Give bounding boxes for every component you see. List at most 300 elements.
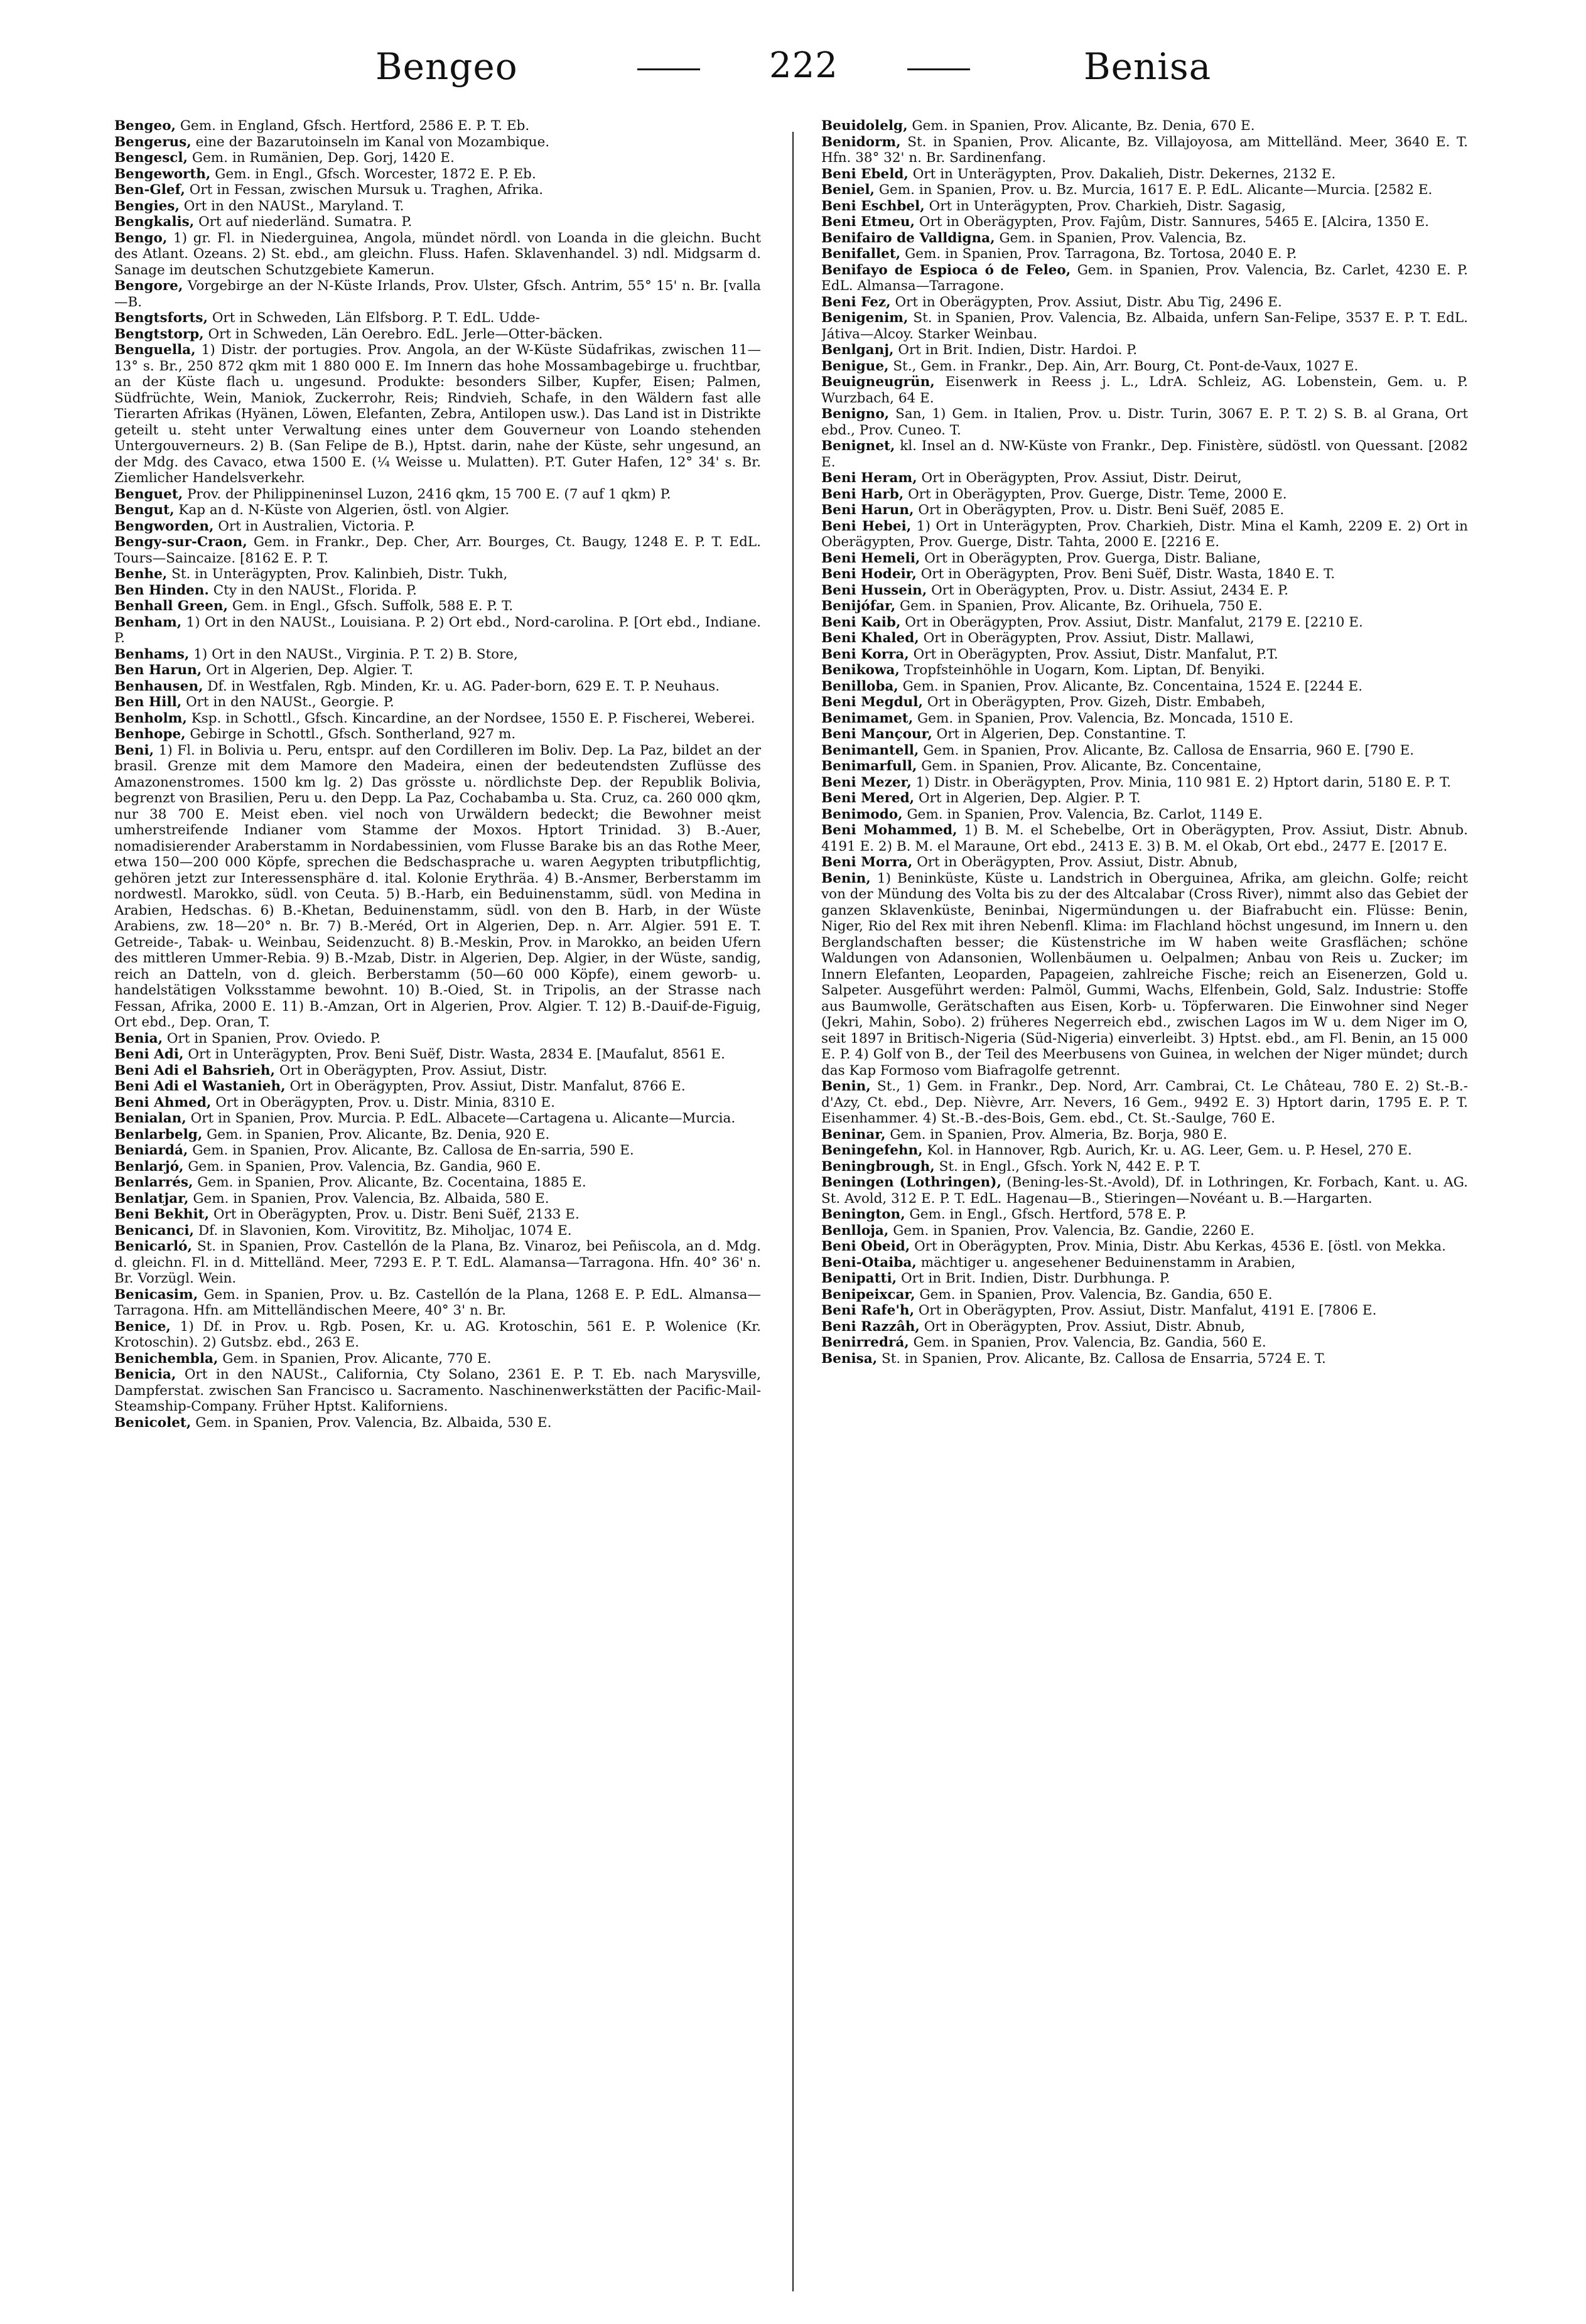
- entry-headword: Benijófar,: [821, 598, 896, 614]
- entry-headword: Bengeo,: [114, 118, 176, 134]
- entry-headword: Benipatti,: [821, 1271, 897, 1286]
- entry-text: St. in Spanien, Prov. Alicante, Bz. Villajoyosa, am Mittelländ. Meer, 3640 E. T. Hfn. 38° 32' n. Br. Sardinenfang.: [821, 134, 1468, 166]
- entry-text: Ort in Oberägypten, Prov. Assiut, Distr. Deirut,: [921, 470, 1242, 486]
- entry-headword: Bengescl,: [114, 150, 188, 166]
- gazetteer-entry: [821, 694, 1468, 711]
- entry-text: Gem. in Spanien, Prov. Alicante, Bz. Denia, 670 E.: [912, 118, 1255, 134]
- entry-headword: Benhall Green,: [114, 598, 229, 614]
- entry-text: Ort in Oberägypten, Prov. Fajûm, Distr. Sannures, 5465 E. [Alcira, 1350 E.: [919, 214, 1429, 230]
- gazetteer-entry: [821, 1223, 1468, 1239]
- entry-text: Gem. in Spanien, Prov. Alicante, Bz. Denia, 920 E.: [207, 1126, 550, 1143]
- entry-text: 1) Beninküste, Küste u. Landstrich in Oberguinea, Afrika, am gleichn. Golfe; reicht von der Mündung des Volta bis zu der des Altcalabar (Cross River), nimmt also das Gebiet der ganzen Sklavenküste, Beninbai, Nigermündungen u. der Biafrabucht ein. Flüsse: Benin, Niger, Rio del Rex mit ihren Nebenfl. Klima: im Flachland höchst ungesund, im Innern u. den Berglandschaften besser; die Küstenstriche im W haben weite Grasflächen; schöne Waldungen von Adansonien, Wollenbäumen u. Oelpalmen; Anbau von Reis u. Zucker; im Innern Elefanten, Leoparden, Papageien, zahlreiche Fische; reich an Eisenerzen, Gold u. Salpeter. Ausgeführt werden: Palmöl, Gummi, Wachs, Elfenbein, Gold, Salz. Industrie: Stoffe aus Baumwolle, Gerätschaften aus Eisen, Korb- u. Töpferwaren. Die Einwohner sind Neger (Jekri, Mahin, Sobo). 2) früheres Negerreich ebd., zwischen Lagos im W u. dem Niger im O, seit 1897 in Britisch-Nigeria (Süd-Nigeria) einverleibt. 3) Hptst. ebd., am Fl. Benin, an 15 000 E. P. 4) Golf von B., der Teil des Meerbusens von Guinea, in welchen der Niger mündet; durch das Kap Formoso vom Biafragolfe getrennt.: [821, 870, 1468, 1079]
- entry-headword: Ben Harun,: [114, 662, 202, 678]
- gazetteer-entry: [821, 374, 1468, 406]
- gazetteer-entry: [821, 598, 1468, 615]
- entry-text: Kap an d. N-Küste von Algerien, östl. von Algier.: [178, 502, 510, 518]
- entry-text: Ort in Oberägypten, Prov. Gizeh, Distr. Embabeh,: [927, 694, 1266, 710]
- gazetteer-entry: [114, 1175, 761, 1191]
- right-column: [821, 118, 1468, 2303]
- header-right-catchword: Benisa: [1084, 45, 1212, 88]
- entry-text: Ort in Oberägypten, Prov. u. Distr. Beni Suëf, 2085 E.: [918, 502, 1285, 518]
- entry-headword: Beningbrough,: [821, 1158, 935, 1175]
- gazetteer-entry: [821, 1239, 1468, 1255]
- entry-text: Ort in Oberägypten, Prov. Guerge, Distr. Teme, 2000 E.: [908, 486, 1287, 502]
- entry-headword: Beuidolelg,: [821, 118, 908, 134]
- gazetteer-entry: [114, 726, 761, 743]
- gazetteer-entry: [114, 278, 761, 310]
- entry-text: Gem. in Spanien, Prov. Alicante, Bz. Orihuela, 750 E.: [900, 598, 1263, 614]
- entry-text: Ort in den NAUSt., Maryland. T.: [183, 198, 404, 214]
- entry-headword: Beni Ahmed,: [114, 1094, 212, 1111]
- header-left-catchword: Bengeo: [375, 45, 518, 88]
- entry-text: 1) Distr. der portugies. Prov. Angola, an der W-Küste Südafrikas, zwischen 11—13° s. Br., 250 872 qkm mit 1 880 000 E. Im Innern das hohe Mossambagebirge u. fruchtbar, an der Küste flach u. ungesund. Produkte: besonders Silber, Kupfer, Eisen; Palmen, Südfrüchte, Wein, Maniok, Zuckerrohr, Reis; Rindvieh, Schafe, in den Wäldern fast alle Tierarten Afrikas (Hyänen, Löwen, Elefanten, Zebra, Antilopen usw.). Das Land ist in Distrikte geteilt u. steht unter Verwaltung eines unter dem Gouverneur von Loando stehenden Untergouverneurs. 2) B. (San Felipe de B.), Hptst. darin, nahe der Küste, sehr ungesund, an der Mdg. des Cavaco, etwa 1500 E. (¼ Weisse u. Mulatten). P.T. Guter Hafen, 12° 34' s. Br. Ziemlicher Handelsverkehr.: [114, 342, 761, 486]
- gazetteer-entry: [114, 182, 761, 198]
- entry-text: Ort in Oberägypten, Prov. Minia, Distr. Abu Kerkas, 4536 E. [östl. von Mekka.: [914, 1239, 1446, 1254]
- entry-headword: Benichembla,: [114, 1350, 218, 1367]
- gazetteer-entry: [114, 647, 761, 663]
- entry-headword: Benicolet,: [114, 1414, 192, 1431]
- entry-headword: Benigno,: [821, 406, 890, 422]
- gazetteer-entry: [821, 775, 1468, 791]
- gazetteer-entry: [821, 358, 1468, 375]
- gazetteer-entry: [114, 1319, 761, 1351]
- entry-headword: Beningefehn,: [821, 1143, 923, 1158]
- gazetteer-entry: [821, 1351, 1468, 1367]
- gazetteer-entry: [821, 1271, 1468, 1287]
- gazetteer-entry: [114, 615, 761, 647]
- entry-headword: Benilloba,: [821, 678, 898, 694]
- entry-headword: Beni Hebei,: [821, 518, 912, 534]
- running-header: [0, 39, 1586, 108]
- entry-headword: Benlarjó,: [114, 1158, 184, 1175]
- entry-text: Gem. in Spanien, Prov. Alicante, Bz. Concentaine,: [921, 758, 1262, 774]
- gazetteer-entry: [114, 1046, 761, 1063]
- entry-headword: Benifallet,: [821, 246, 901, 262]
- gazetteer-entry: [821, 871, 1468, 1079]
- entry-text: Gem. in Spanien, Prov. Valencia, Bz. Carlot, 1149 E.: [907, 806, 1263, 822]
- gazetteer-entry: [114, 519, 761, 535]
- entry-headword: Beni Eschbel,: [821, 198, 925, 214]
- entry-headword: Benlarbelg,: [114, 1126, 203, 1143]
- entry-text: (Bening-les-St.-Avold), Df. in Lothringen, Kr. Forbach, Kant. u. AG. St. Avold, 312 E. P. T. EdL. Hagenau—B., Stieringen—Novéant u. B.—Hargarten.: [821, 1175, 1468, 1207]
- gazetteer-entry: [114, 502, 761, 519]
- gazetteer-entry: [114, 694, 761, 711]
- gazetteer-entry: [821, 615, 1468, 631]
- gazetteer-entry: [114, 1111, 761, 1127]
- gazetteer-entry: [114, 342, 761, 487]
- gazetteer-entry: [821, 551, 1468, 567]
- gazetteer-entry: [821, 1287, 1468, 1303]
- entry-text: Ksp. in Schottl., Gfsch. Kincardine, an der Nordsee, 1550 E. P. Fischerei, Weberei.: [191, 710, 755, 726]
- entry-headword: Beni Mohammed,: [821, 822, 958, 838]
- gazetteer-entry: [821, 262, 1468, 294]
- entry-headword: Beni Hussein,: [821, 582, 927, 598]
- entry-text: Ort in Unterägypten, Prov. Charkieh, Distr. Sagasig,: [929, 198, 1286, 214]
- entry-headword: Benigenim,: [821, 310, 909, 326]
- entry-text: Gem. in Spanien, Prov. u. Bz. Castellón de la Plana, 1268 E. P. EdL. Almansa—Tarragona. Hfn. am Mittelländischen Meere, 40° 3' n. Br.: [114, 1286, 761, 1318]
- gazetteer-entry: [821, 1079, 1468, 1127]
- entry-text: St. in Spanien, Prov. Alicante, Bz. Callosa de Ensarria, 5724 E. T.: [882, 1350, 1326, 1367]
- entry-text: St., Gem. in Frankr., Dep. Ain, Arr. Bourg, Ct. Pont-de-Vaux, 1027 E.: [893, 358, 1359, 374]
- entry-text: Gem. in Spanien, Prov. Valencia, Bz. Gandie, 2260 E.: [893, 1222, 1254, 1239]
- gazetteer-entry: [114, 166, 761, 183]
- gazetteer-entry: [821, 726, 1468, 743]
- gazetteer-entry: [821, 1159, 1468, 1175]
- entry-headword: Beni Bekhit,: [114, 1207, 210, 1222]
- entry-headword: Beni Heram,: [821, 470, 917, 486]
- entry-headword: Benhe,: [114, 566, 168, 582]
- entry-headword: Beni Harun,: [821, 502, 914, 518]
- entry-headword: Ben-Glef,: [114, 182, 185, 198]
- gazetteer-entry: [821, 1335, 1468, 1351]
- gazetteer-entry: [114, 1223, 761, 1239]
- entry-text: Gem. in Spanien, Prov. Valencia, Bz. Moncada, 1510 E.: [917, 710, 1293, 726]
- gazetteer-entry: [821, 342, 1468, 358]
- gazetteer-entry: [114, 583, 761, 599]
- entry-headword: Benicanci,: [114, 1222, 195, 1239]
- entry-text: Vorgebirge an der N-Küste Irlands, Prov. Ulster, Gfsch. Antrim, 55° 15' n. Br. [valla—B.: [114, 278, 761, 310]
- entry-text: Ort in Oberägypten, Prov. Assiut, Distr. Mallawi,: [923, 630, 1254, 646]
- entry-text: Ort in Oberägypten, Prov. Assiut, Distr. Abnub,: [917, 854, 1238, 870]
- entry-headword: Beni Adi,: [114, 1046, 184, 1062]
- entry-text: Gebirge in Schottl., Gfsch. Sontherland, 927 m.: [190, 726, 516, 742]
- gazetteer-entry: [821, 807, 1468, 823]
- entry-headword: Beni Megdul,: [821, 694, 923, 710]
- entry-headword: Benicia,: [114, 1367, 176, 1382]
- entry-headword: Beninar,: [821, 1126, 886, 1143]
- gazetteer-entry: [821, 310, 1468, 342]
- entry-text: San, 1) Gem. in Italien, Prov. u. Distr. Turin, 3067 E. P. T. 2) S. B. al Grana, Ort ebd., Prov. Cuneo. T.: [821, 406, 1468, 438]
- entry-headword: Bengerus,: [114, 134, 192, 150]
- entry-headword: Beni Harb,: [821, 486, 904, 502]
- gazetteer-entry: [114, 1415, 761, 1431]
- entry-headword: Beni Mered,: [821, 790, 915, 806]
- page-number: 222: [722, 45, 885, 86]
- entry-headword: Ben Hill,: [114, 694, 182, 710]
- entry-headword: Beni Obeid,: [821, 1239, 910, 1254]
- entry-text: 1) gr. Fl. in Niederguinea, Angola, mündet nördl. von Loanda in die gleichn. Bucht des Atlant. Ozeans. 2) St. ebd., am gleichn. Fluss. Hafen. Sklavenhandel. 3) ndl. Midgsarm d. Sanage im deutschen Schutzgebiete Kamerun.: [114, 230, 761, 278]
- entry-headword: Benifairo de Valldigna,: [821, 230, 995, 246]
- entry-text: Ort in den NAUSt., California, Cty Solano, 2361 E. P. T. Eb. nach Marysville, Dampferstat. zwischen San Francisco u. Sacramento. Naschinenwerkstätten der Pacific-Mail-Steamship-Company. Früher Hptst. Kaliforniens.: [114, 1367, 761, 1414]
- gazetteer-entry: [821, 230, 1468, 247]
- gazetteer-entry: [821, 583, 1468, 599]
- entry-headword: Bengtsforts,: [114, 310, 208, 326]
- entry-text: Ort in Oberägypten, Prov. Assiut, Distr. Manfalut, 2179 E. [2210 E.: [905, 614, 1363, 630]
- gazetteer-entry: [821, 790, 1468, 807]
- gazetteer-entry: [821, 1255, 1468, 1271]
- entry-text: Gem. in Spanien, Prov. Alicante, Bz. Callosa de En-sarria, 590 E.: [192, 1143, 634, 1158]
- gazetteer-entry: [821, 487, 1468, 503]
- entry-headword: Bengeworth,: [114, 166, 211, 182]
- gazetteer-entry: [114, 1143, 761, 1159]
- entry-text: Ort in Australien, Victoria. P.: [218, 518, 415, 534]
- gazetteer-entry: [114, 134, 761, 151]
- entry-text: Ort in den NAUSt., Georgie. P.: [186, 694, 394, 710]
- gazetteer-entry: [821, 758, 1468, 775]
- entry-text: Ort in Oberägypten, Prov. Assiut, Distr. Abnub,: [924, 1318, 1245, 1335]
- entry-text: Prov. der Philippineninsel Luzon, 2416 qkm, 15 700 E. (7 auf 1 qkm) P.: [187, 486, 671, 502]
- entry-headword: Benin,: [821, 870, 871, 886]
- entry-text: St. in Spanien, Prov. Valencia, Bz. Albaida, unfern San-Felipe, 3537 E. P. T. EdL. Játiva—Alcoy. Starker Weinbau.: [821, 310, 1468, 342]
- entry-headword: Benington,: [821, 1207, 905, 1222]
- entry-text: Ort in Algerien, Dep. Algier. P. T.: [918, 790, 1141, 806]
- entry-headword: Bengies,: [114, 198, 180, 214]
- entry-headword: Beni Hodeir,: [821, 566, 917, 582]
- entry-text: Df. in Slavonien, Kom. Virovititz, Bz. Miholjac, 1074 E.: [198, 1222, 572, 1239]
- gazetteer-entry: [114, 711, 761, 727]
- entry-text: mächtiger u. angesehener Beduinenstamm in Arabien,: [920, 1254, 1296, 1271]
- entry-text: Ort in Algerien, Dep. Constantine. T.: [936, 726, 1187, 742]
- gazetteer-entry: [114, 230, 761, 279]
- entry-text: Ort in Brit. Indien, Distr. Hardoi. P.: [898, 342, 1138, 358]
- entry-headword: Benlganj,: [821, 342, 894, 358]
- gazetteer-entry: [114, 1079, 761, 1095]
- entry-headword: Benin,: [821, 1079, 871, 1094]
- entry-text: St. in Spanien, Prov. Castellón de la Plana, Bz. Vinaroz, bei Peñiscola, an d. Mdg. d. gleichn. Fl. in d. Mittelländ. Meer, 7293 E. P. T. EdL. Alamansa—Tarragona. Hfn. 40° 36' n. Br. Vorzügl. Wein.: [114, 1239, 761, 1286]
- gazetteer-entry: [114, 1207, 761, 1223]
- entry-headword: Beni Ebeld,: [821, 166, 909, 182]
- entry-headword: Beni Hemeli,: [821, 550, 920, 566]
- entry-headword: Bengore,: [114, 278, 183, 294]
- gazetteer-entry: [114, 1159, 761, 1175]
- entry-headword: Benidorm,: [821, 134, 901, 150]
- entry-text: Kol. in Hannover, Rgb. Aurich, Kr. u. AG. Leer, Gem. u. P. Hesel, 270 E.: [927, 1143, 1412, 1158]
- gazetteer-entry: [821, 1319, 1468, 1335]
- entry-text: Ort in Algerien, Dep. Algier. T.: [206, 662, 414, 678]
- gazetteer-entry: [821, 743, 1468, 759]
- entry-text: Ort in Schweden, Län Elfsborg. P. T. EdL. Udde-: [212, 310, 540, 326]
- entry-text: kl. Insel an d. NW-Küste von Frankr., Dep. Finistère, südöstl. von Quessant. [2082 E.: [821, 438, 1468, 470]
- entry-text: Gem. in Spanien, Prov. Alicante, Bz. Concentaina, 1524 E. [2244 E.: [902, 678, 1363, 694]
- entry-text: Gem. in Rumänien, Dep. Gorj, 1420 E.: [192, 150, 455, 166]
- entry-headword: Benlatjar,: [114, 1190, 189, 1207]
- entry-text: Gem. in Spanien, Prov. Valencia, Bz. Gandia, 650 E.: [919, 1286, 1273, 1303]
- entry-headword: Beni Razzâh,: [821, 1318, 920, 1335]
- gazetteer-entry: [821, 1127, 1468, 1143]
- entry-headword: Beni Rafe'h,: [821, 1303, 915, 1318]
- entry-headword: Benignet,: [821, 438, 895, 454]
- entry-headword: Benham,: [114, 614, 182, 630]
- entry-headword: Beni Korra,: [821, 646, 909, 662]
- column-divider: [792, 132, 794, 2291]
- entry-headword: Benhausen,: [114, 678, 203, 694]
- entry-text: Ort auf niederländ. Sumatra. P.: [198, 214, 413, 230]
- entry-text: Tropfsteinhöhle in Uogarn, Kom. Liptan, Df. Benyiki.: [904, 662, 1265, 678]
- gazetteer-entry: [821, 711, 1468, 727]
- entry-headword: Benguet,: [114, 486, 183, 502]
- gazetteer-entry: [821, 438, 1468, 470]
- entry-text: St. in Unterägypten, Prov. Kalinbieh, Distr. Tukh,: [171, 566, 508, 582]
- entry-headword: Beni Mançour,: [821, 726, 932, 742]
- entry-text: Ort in Schweden, Län Oerebro. EdL. Jerle—Otter-bäcken.: [208, 326, 603, 342]
- gazetteer-entry: [114, 198, 761, 215]
- gazetteer-entry: [114, 743, 761, 1031]
- gazetteer-entry: [821, 198, 1468, 215]
- entry-headword: Beni Khaled,: [821, 630, 919, 646]
- entry-text: Ort in Oberägypten, Prov. Assiut, Distr. Manfalut, 8766 E.: [289, 1079, 686, 1094]
- gazetteer-entry: [114, 566, 761, 583]
- entry-text: Ort in Spanien, Prov. Murcia. P. EdL. Albacete—Cartagena u. Alicante—Murcia.: [190, 1111, 736, 1126]
- entry-text: St., 1) Gem. in Frankr., Dep. Nord, Arr. Cambrai, Ct. Le Château, 780 E. 2) St.-B.-d'Azy, Ct. ebd., Dep. Nièvre, Arr. Nevers, 16 Gem., 9492 E. 3) Hptort darin, 1795 E. P. T. Eisenhammer. 4) St.-B.-des-Bois, Gem. ebd., Ct. St.-Saulge, 760 E.: [821, 1079, 1468, 1126]
- gazetteer-entry: [114, 326, 761, 343]
- entry-text: Gem. in Frankr., Dep. Cher, Arr. Bourges, Ct. Baugy, 1248 E. P. T. EdL. Tours—Saincaize. [8162 E. P. T.: [114, 534, 761, 566]
- gazetteer-entry: [821, 679, 1468, 695]
- entry-text: Ort in Unterägypten, Prov. Dakalieh, Distr. Dekernes, 2132 E.: [912, 166, 1336, 182]
- entry-text: Gem. in Spanien, Prov. Valencia, Bz. Carlet, 4230 E. P. EdL. Almansa—Tarragone.: [821, 262, 1468, 294]
- gazetteer-entry: [821, 854, 1468, 871]
- entry-headword: Benimamet,: [821, 710, 914, 726]
- entry-text: Gem. in Spanien, Prov. Valencia, Bz. Gandia, 960 E.: [188, 1158, 541, 1175]
- entry-headword: Benialan,: [114, 1111, 186, 1126]
- gazetteer-entry: [114, 534, 761, 566]
- gazetteer-entry: [114, 1287, 761, 1319]
- entry-headword: Beni Etmeu,: [821, 214, 915, 230]
- entry-headword: Beni Mezer,: [821, 774, 912, 790]
- gazetteer-entry: [821, 406, 1468, 438]
- entry-text: Gem. in Spanien, Prov. Alicante, 770 E.: [222, 1350, 492, 1367]
- entry-text: 1) Ort in Unterägypten, Prov. Charkieh, Distr. Mina el Kamh, 2209 E. 2) Ort in Oberägypten, Prov. Guerge, Distr. Tahta, 2000 E. [2216 E.: [821, 518, 1468, 550]
- gazetteer-entry: [821, 519, 1468, 551]
- entry-headword: Benikowa,: [821, 662, 900, 678]
- gazetteer-entry: [114, 1239, 761, 1287]
- entry-headword: Benice,: [114, 1318, 171, 1335]
- gazetteer-entry: [114, 1367, 761, 1415]
- entry-headword: Bengut,: [114, 502, 175, 518]
- gazetteer-entry: [114, 662, 761, 679]
- entry-headword: Beni Adi el Bahsrieh,: [114, 1062, 275, 1079]
- entry-headword: Beni-Otaiba,: [821, 1254, 917, 1271]
- gazetteer-entry: [114, 487, 761, 503]
- gazetteer-entry: [821, 134, 1468, 166]
- entry-headword: Bengkalis,: [114, 214, 195, 230]
- gazetteer-entry: [114, 1063, 761, 1079]
- entry-text: Ort in Oberägypten, Prov. Assiut, Distr. Manfalut, 4191 E. [7806 E.: [918, 1303, 1377, 1318]
- entry-text: Gem. in Spanien, Prov. Almeria, Bz. Borja, 980 E.: [890, 1126, 1227, 1143]
- gazetteer-entry: [114, 1031, 761, 1047]
- gazetteer-entry: [821, 214, 1468, 230]
- gazetteer-entry: [821, 566, 1468, 583]
- entry-text: Ort in Oberägypten, Prov. u. Distr. Minia, 8310 E.: [215, 1094, 555, 1111]
- entry-headword: Beniel,: [821, 182, 875, 198]
- entry-headword: Benifayo de Espioca ó de Feleo,: [821, 262, 1071, 278]
- gazetteer-entry: [114, 1095, 761, 1111]
- entry-headword: Benisa,: [821, 1350, 878, 1367]
- gazetteer-entry: [114, 679, 761, 695]
- entry-text: Gem. in Engl., Gfsch. Hertford, 578 E. P.: [909, 1207, 1187, 1222]
- entry-headword: Bengworden,: [114, 518, 214, 534]
- gazetteer-entry: [821, 662, 1468, 679]
- entry-headword: Beuigneugrün,: [821, 374, 935, 390]
- entry-headword: Benicarló,: [114, 1239, 192, 1254]
- entry-text: 1) Distr. in Oberägypten, Prov. Minia, 110 981 E. 2) Hptort darin, 5180 E. P. T.: [915, 774, 1452, 790]
- entry-text: 1) Df. in Prov. u. Rgb. Posen, Kr. u. AG. Krotoschin, 561 E. P. Wolenice (Kr. Krotoschin). 2) Gutsbz. ebd., 263 E.: [114, 1318, 761, 1350]
- entry-text: Ort in Oberägypten, Prov. Assiut, Distr. Manfalut, P.T.: [913, 646, 1278, 662]
- entry-headword: Benirredrá,: [821, 1335, 909, 1350]
- entry-text: Ort in Oberägypten, Prov. Beni Suëf, Distr. Wasta, 1840 E. T.: [920, 566, 1335, 582]
- gazetteer-entry: [821, 630, 1468, 647]
- gazetteer-entry: [114, 1191, 761, 1207]
- entry-text: Gem. in Engl., Gfsch. Suffolk, 588 E. P. T.: [232, 598, 514, 614]
- entry-text: Ort in Unterägypten, Prov. Beni Suëf, Distr. Wasta, 2834 E. [Maufalut, 8561 E.: [188, 1046, 725, 1062]
- entry-headword: Beniardá,: [114, 1143, 188, 1158]
- gazetteer-entry: [821, 118, 1468, 134]
- gazetteer-entry: [114, 214, 761, 230]
- entry-text: Gem. in Spanien, Prov. Valencia, Bz. Gandia, 560 E.: [913, 1335, 1266, 1350]
- entry-headword: Benia,: [114, 1030, 163, 1046]
- left-column: [114, 118, 761, 2303]
- entry-text: St. in Engl., Gfsch. York N, 442 E. P. T.: [939, 1158, 1201, 1175]
- entry-headword: Beni,: [114, 742, 154, 758]
- entry-text: Ort in Fessan, zwischen Mursuk u. Traghen, Afrika.: [189, 182, 544, 198]
- entry-text: Gem. in Spanien, Prov. Valencia, Bz.: [999, 230, 1247, 246]
- entry-headword: Bengtstorp,: [114, 326, 204, 342]
- entry-text: 1) Ort in den NAUSt., Virginia. P. T. 2) B. Store,: [193, 646, 518, 662]
- entry-text: Gem. in Spanien, Prov. Valencia, Bz. Albaida, 530 E.: [195, 1414, 552, 1431]
- entry-headword: Beni Morra,: [821, 854, 913, 870]
- gazetteer-entry: [821, 1175, 1468, 1207]
- gazetteer-entry: [114, 310, 761, 326]
- entry-text: Gem. in Spanien, Prov. Alicante, Bz. Callosa de Ensarria, 960 E. [790 E.: [923, 742, 1415, 758]
- entry-headword: Beni Kaib,: [821, 614, 901, 630]
- gazetteer-entry: [821, 1303, 1468, 1319]
- entry-text: 1) B. M. el Schebelbe, Ort in Oberägypten, Prov. Assiut, Distr. Abnub. 4191 E. 2) B. M. el Maraune, Ort ebd., 2413 E. 3) B. M. el Okab, Ort ebd., 2477 E. [2017 E.: [821, 822, 1468, 854]
- entry-headword: Benimantell,: [821, 742, 919, 758]
- entry-text: Ort in Oberägypten, Prov. Guerga, Distr. Baliane,: [924, 550, 1261, 566]
- entry-headword: Benimarfull,: [821, 758, 917, 774]
- entry-text: Eisenwerk in Reess j. L., LdrA. Schleiz, AG. Lobenstein, Gem. u. P. Wurzbach, 64 E.: [821, 374, 1468, 406]
- entry-text: Gem. in Spanien, Prov. Alicante, Bz. Cocentaina, 1885 E.: [197, 1175, 586, 1190]
- entry-text: Ort in Spanien, Prov. Oviedo. P.: [166, 1030, 381, 1046]
- gazetteer-entry: [821, 470, 1468, 487]
- entry-headword: Benipeixcar,: [821, 1286, 915, 1303]
- entry-text: eine der Bazarutoinseln im Kanal von Mozambique.: [195, 134, 550, 150]
- entry-headword: Benlloja,: [821, 1222, 889, 1239]
- entry-text: Cty in den NAUSt., Florida. P.: [213, 582, 417, 598]
- entry-headword: Ben Hinden.: [114, 582, 209, 598]
- gazetteer-entry: [821, 1143, 1468, 1159]
- entry-text: Gem. in Spanien, Prov. u. Bz. Murcia, 1617 E. P. EdL. Alicante—Murcia. [2582 E.: [878, 182, 1433, 198]
- entry-headword: Bengy-sur-Craon,: [114, 534, 247, 550]
- entry-headword: Benigue,: [821, 358, 889, 374]
- gazetteer-entry: [114, 1127, 761, 1143]
- entry-text: Ort in Oberägypten, Prov. Assiut, Distr.: [279, 1062, 548, 1079]
- gazetteer-entry: [821, 182, 1468, 198]
- entry-headword: Beni Fez,: [821, 294, 891, 310]
- entry-headword: Bengo,: [114, 230, 168, 246]
- entry-headword: Beningen (Lothringen),: [821, 1175, 1001, 1190]
- gazetteer-entry: [821, 294, 1468, 311]
- gazetteer-entry: [821, 502, 1468, 519]
- gazetteer-entry: [821, 246, 1468, 262]
- entry-text: Ort in Oberägypten, Prov. u. Distr. Assiut, 2434 E. P.: [931, 582, 1289, 598]
- gazetteer-entry: [821, 647, 1468, 663]
- gazetteer-entry: [114, 598, 761, 615]
- entry-headword: Benholm,: [114, 710, 187, 726]
- entry-headword: Benguella,: [114, 342, 196, 358]
- entry-headword: Benlarrés,: [114, 1175, 193, 1190]
- gazetteer-entry: [821, 822, 1468, 854]
- entry-text: Df. in Westfalen, Rgb. Minden, Kr. u. AG. Pader-born, 629 E. T. P. Neuhaus.: [207, 678, 720, 694]
- gazetteer-entry: [114, 118, 761, 134]
- entry-headword: Benhams,: [114, 646, 190, 662]
- entry-text: 1) Ort in den NAUSt., Louisiana. P. 2) Ort ebd., Nord-carolina. P. [Ort ebd., Indiane. P.: [114, 614, 761, 646]
- gazetteer-entry: [114, 150, 761, 166]
- entry-text: Ort in Oberägypten, Prov. u. Distr. Beni Suëf, 2133 E.: [213, 1207, 580, 1222]
- entry-headword: Beni Adi el Wastanieh,: [114, 1079, 286, 1094]
- entry-headword: Benhope,: [114, 726, 186, 742]
- gazetteer-entry: [821, 166, 1468, 183]
- entry-headword: Benicasim,: [114, 1286, 198, 1303]
